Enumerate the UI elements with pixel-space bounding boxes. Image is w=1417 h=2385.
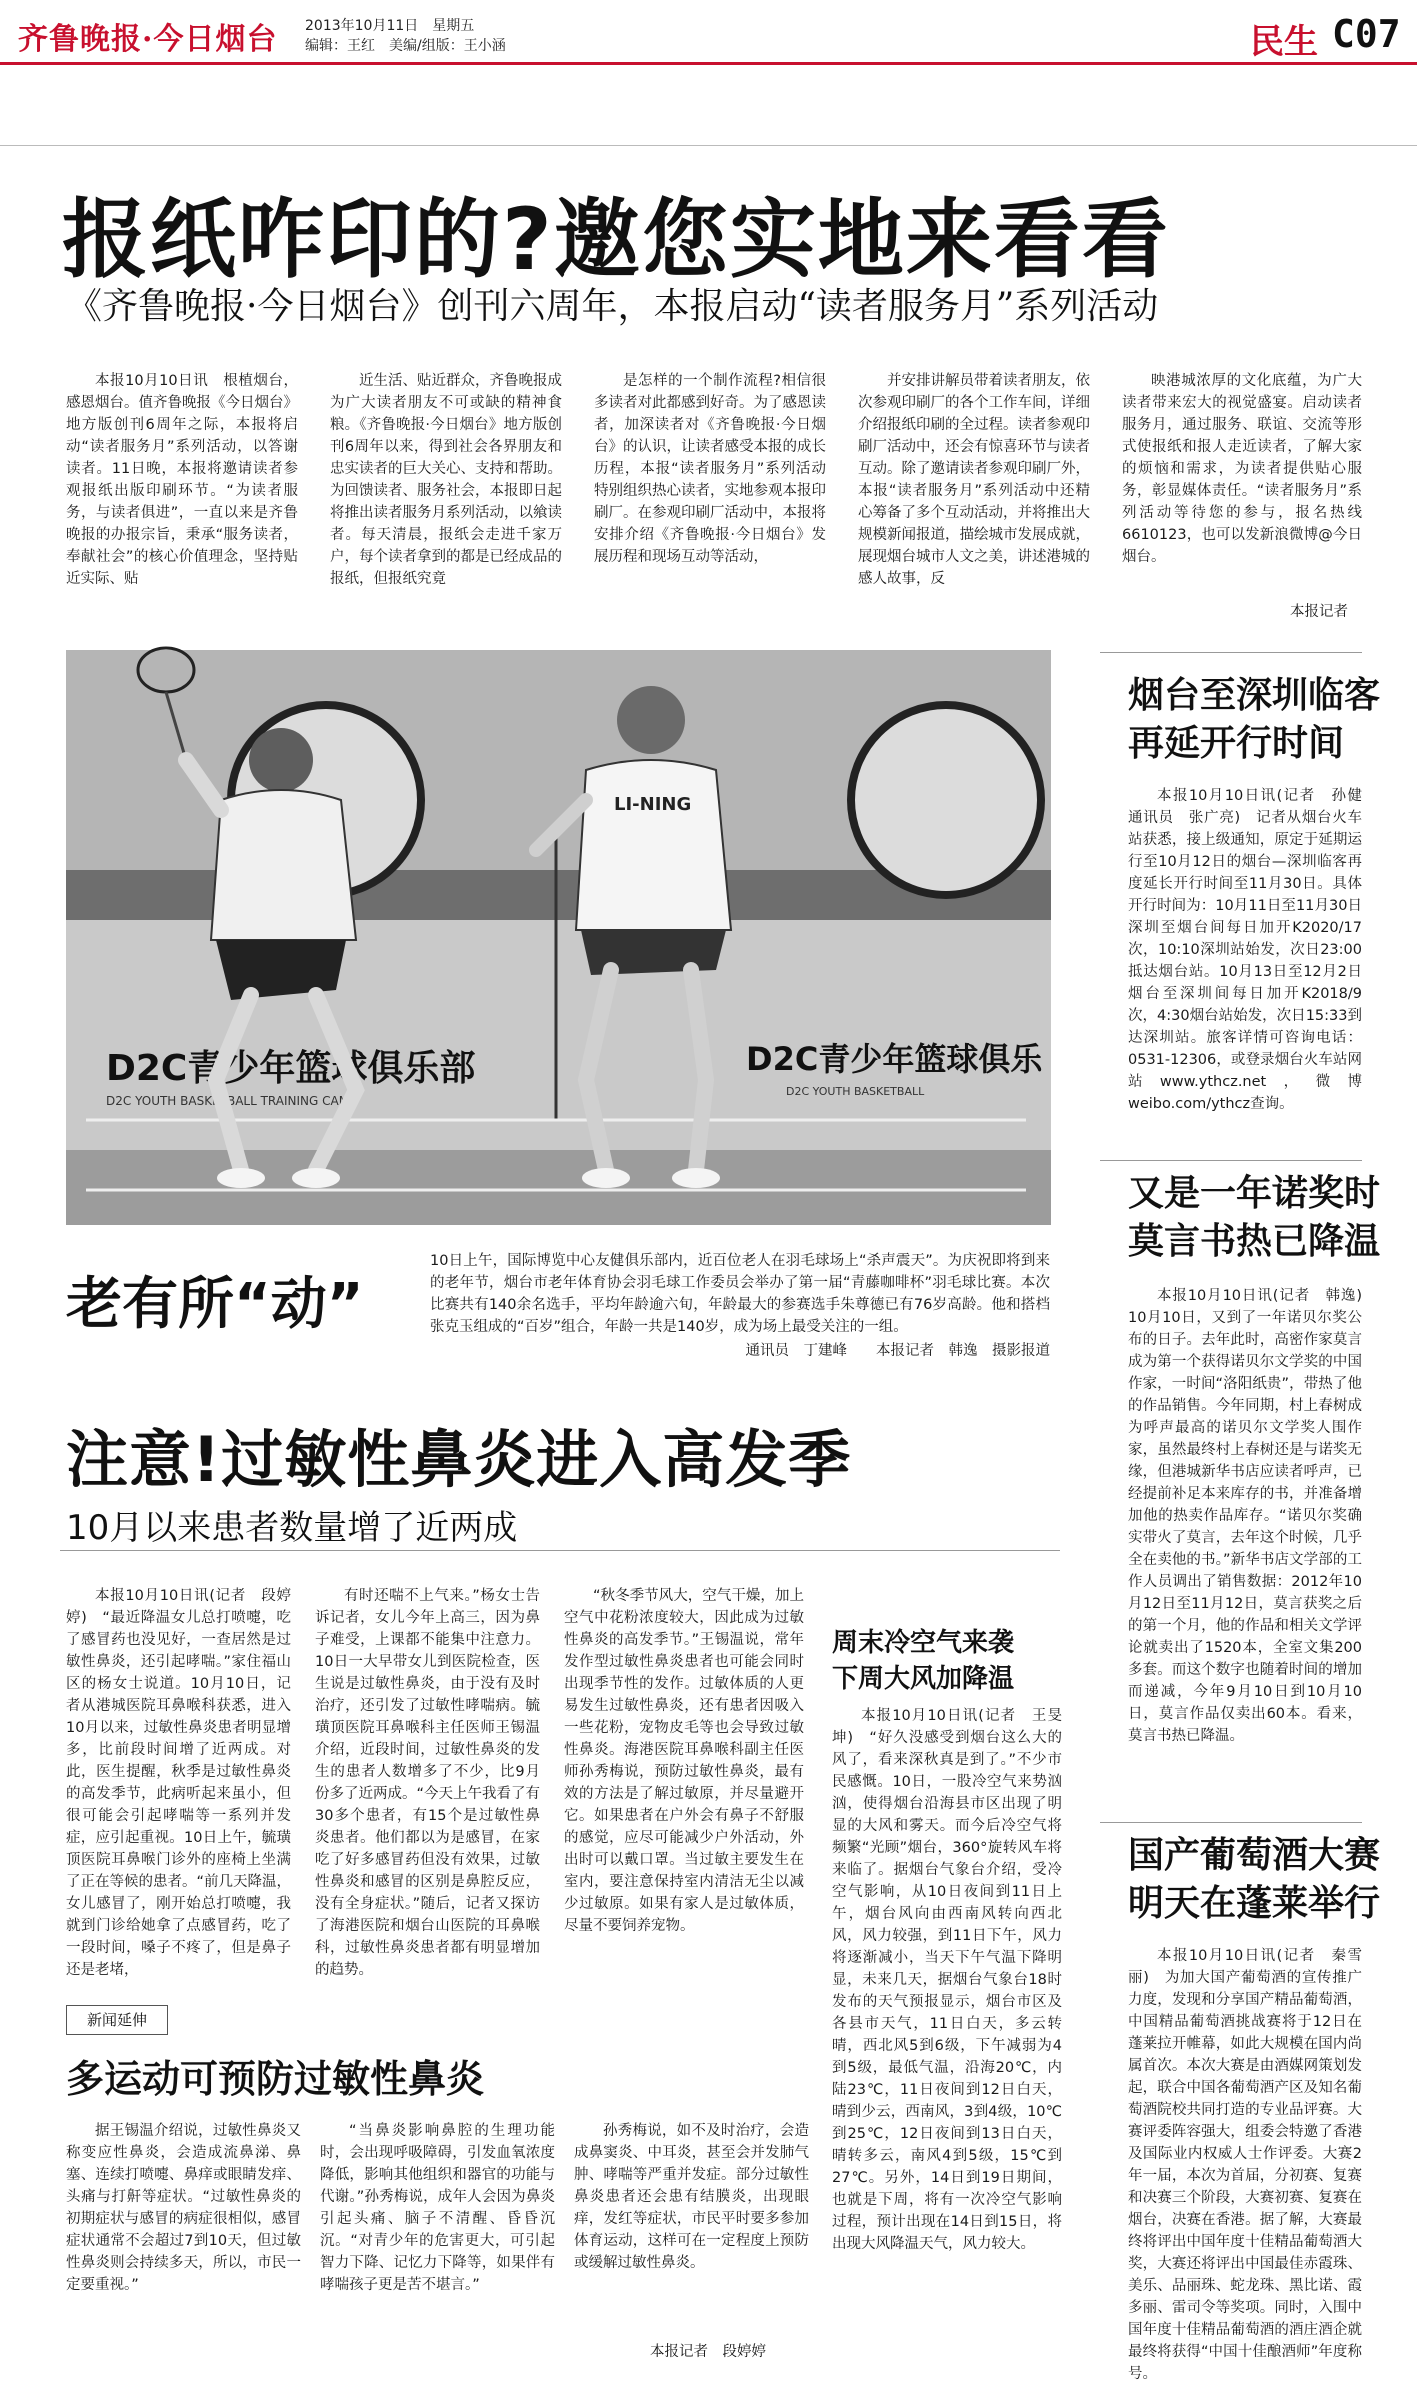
sidebar-item-2-title xyxy=(1128,1170,1380,1266)
banner-left-subtext: D2C YOUTH BASKETBALL TRAINING CAMP xyxy=(106,1094,357,1108)
lead-paragraph: 近生活、贴近群众，齐鲁晚报成为广大读者朋友不可或缺的精神食粮。《齐鲁晚报·今日烟台》地方版创刊6周年以来，得到社会各界朋友和忠实读者的巨大关心、支持和帮助。为回馈读者、服务社会，本报即日起将推出读者服务月系列活动，以飨读者。每天清晨，报纸会走进千家万户，每个读者拿到的都是已经成品的报纸，但报纸究竟 xyxy=(330,373,562,587)
lead-paragraph: 并安排讲解员带着读者朋友，依次参观印刷厂的各个工作车间，详细介绍报纸印刷的全过程。读者参观印刷厂活动中，还会有惊喜环节与读者互动。除了邀请读者参观印刷厂外，本报“读者服务月”系列活动中还精心筹备了多个互动活动，并将推出大规模新闻报道，描绘城市发展成就，展现烟台城市人文之美，讲述港城的感人故事，反 xyxy=(858,373,1090,587)
lead-subhead: 《齐鲁晚报·今日烟台》创刊六周年，本报启动“读者服务月”系列活动 xyxy=(66,286,1159,327)
allergy-column-1 xyxy=(66,1585,291,1985)
masthead-brand xyxy=(18,14,277,58)
related-byline: 本报记者 段婷婷 xyxy=(650,2344,766,2360)
related-paragraph: 据王锡温介绍说，过敏性鼻炎又称变应性鼻炎，会造成流鼻涕、鼻塞、连续打喷嚏、鼻痒或眼睛发痒、头痛与打鼾等症状。“过敏性鼻炎的初期症状与感冒的病症很相似，感冒症状通常不会超过7到10天，但过敏性鼻炎则会持续多天，所以，市民一定要重视。” xyxy=(66,2123,301,2293)
section-divider xyxy=(60,1550,1060,1551)
banner-right-subtext: D2C YOUTH BASKETBALL xyxy=(786,1085,925,1098)
masthead-meta xyxy=(305,16,506,56)
photo-caption-text: 10日上午，国际博览中心友健俱乐部内，近百位老人在羽毛球场上“杀声震天”。为庆祝即将到来的老年节，烟台市老年体育协会羽毛球工作委员会举办了第一届“青藤咖啡杯”羽毛球比赛。本次比赛共有140余名选手，平均年龄逾六旬，年龄最大的参赛选手朱尊德已有76岁高龄。他和搭档张克玉组成的“百岁”组合，年龄一共是140岁，成为场上最受关注的一组。 xyxy=(430,1253,1050,1335)
brand-name: 齐鲁晚报 xyxy=(18,22,142,57)
weather-title: 周末冷空气来袭 下周大风加降温 xyxy=(832,1628,1041,1694)
brand-separator: · xyxy=(142,22,154,57)
lead-column-1 xyxy=(66,370,298,640)
photo-credit: 通讯员 丁建峰 本报记者 韩逸 摄影报道 xyxy=(745,1343,1050,1359)
photo-story-title: 老有所“动” xyxy=(66,1272,364,1337)
sidebar-item-2-title-line1: 又是一年诺奖时 xyxy=(1128,1173,1381,1214)
section-name: 民生 xyxy=(1250,22,1318,62)
masthead-rule xyxy=(0,62,1417,65)
related-paragraph: 孙秀梅说，如不及时治疗，会造成鼻窦炎、中耳炎，甚至会并发肺气肿、哮喘等严重并发症。部分过敏性鼻炎患者还会患有结膜炎，出现眼痒，发红等症状，市民平时要多参加体育运动，这样可在一定程度上预防或缓解过敏性鼻炎。 xyxy=(574,2123,809,2271)
page-number: C07 xyxy=(1332,12,1401,56)
sidebar-rule-3 xyxy=(1100,1822,1362,1823)
lead-byline: 本报记者 xyxy=(1290,604,1348,620)
lead-paragraph: 本报10月10日讯 根植烟台，感恩烟台。值齐鲁晚报《今日烟台》地方版创刊6周年之际，本报将启动“读者服务月”系列活动，以答谢读者。11日晚，本报将邀请读者参观报纸出版印刷环节。“为读者服务，与读者俱进”，一直以来是齐鲁晚报的办报宗旨，秉承“服务读者，奉献社会”的核心价值理念，坚持贴近实际、贴 xyxy=(66,373,298,587)
sidebar-item-1-text: 本报10月10日讯(记者 孙健 通讯员 张广亮) 记者从烟台火车站获悉，接上级通知，原定于延期运行至10月12日的烟台—深圳临客再度延长开行时间至11月30日。具体开行时间为：10月11日至11月30日深圳至烟台间每日加开K2020/17次，10:10深圳站始发，次日23:00抵达烟台站。10月13日至12月2日烟台至深圳间每日加开K2018/9次，4:30烟台站始发，次日15:33到达深圳站。旅客详情可咨询电话：0531-12306，或登录烟台火车站网站www.ythcz.net，微博weibo.com/ythcz查询。 xyxy=(1128,788,1377,1112)
sidebar-item-1-title xyxy=(1128,672,1380,768)
edition-name: 今日烟台 xyxy=(153,22,278,57)
lead-column-2 xyxy=(330,370,562,640)
allergy-subhead: 10月以来患者数量增了近两成 xyxy=(66,1508,518,1548)
banner-right-text: D2C青少年篮球俱乐 xyxy=(746,1040,1043,1078)
related-column-2 xyxy=(320,2120,555,2360)
sidebar-item-3-text: 本报10月10日讯(记者 秦雪丽) 为加大国产葡萄酒的宣传推广力度，发现和分享国产精品葡萄酒，中国精品葡萄酒挑战赛将于12日在蓬莱拉开帷幕，如此大规模在国内尚属首次。本次大赛是由酒媒网策划发起，联合中国各葡萄酒产区及知名葡萄酒院校共同打造的专业品评赛。大赛评委阵容强大，组委会特邀了香港及国际业内权威人士作评委。大赛2年一届，本次为首届，分初赛、复赛和决赛三个阶段，大赛初赛、复赛在烟台，决赛在香港。据了解，大赛最终将评出中国年度十佳精品葡萄酒大奖，大赛还将评出中国最佳赤霞珠、美乐、品丽珠、蛇龙珠、黑比诺、霞多丽、雷司令等奖项。同时，入围中国年度十佳精品葡萄酒的酒庄酒企就最终将获得“中国十佳酿酒师”年度称号。 xyxy=(1128,1948,1362,2382)
staff-credits: 编辑：王红 美编/组版：王小涵 xyxy=(305,38,506,54)
allergy-paragraph: “秋冬季节风大，空气干燥，加上空气中花粉浓度较大，因此成为过敏性鼻炎的高发季节。”王锡温说，常年发作型过敏性鼻炎患者也可能会同时出现季节性的发作。过敏体质的人更易发生过敏性鼻炎，还有患者因吸入一些花粉，宠物皮毛等也会导致过敏性鼻炎。海港医院耳鼻喉科副主任医师孙秀梅说，预防过敏性鼻炎，最有效的方法是了解过敏原，并尽量避开它。如果患者在户外会有鼻子不舒服的感觉，应尽可能减少户外活动，外出时可以戴口罩。当过敏主要发生在室内，要注意保持室内清洁无尘以减少过敏原。如果有家人是过敏体质，尽量不要饲养宠物。 xyxy=(564,1588,804,1934)
related-title: 多运动可预防过敏性鼻炎 xyxy=(66,2057,485,2101)
banner-left-text: D2C青少年篮球俱乐部 xyxy=(106,1048,476,1089)
sidebar-rule-2 xyxy=(1100,1160,1362,1161)
badminton-photo xyxy=(66,650,1051,1225)
badminton-photo-art xyxy=(66,650,1051,1225)
allergy-column-3 xyxy=(564,1585,804,1985)
related-paragraph: “当鼻炎影响鼻腔的生理功能时，会出现呼吸障碍，引发血氧浓度降低，影响其他组织和器官的功能与代谢。”孙秀梅说，成年人会因为鼻炎引起头痛、脑子不清醒、昏昏沉沉。“对青少年的危害更大，可引起智力下降、记忆力下降等，如果伴有哮喘孩子更是苦不堪言。” xyxy=(320,2123,555,2293)
lead-column-4 xyxy=(858,370,1090,640)
lead-paragraph: 是怎样的一个制作流程?相信很多读者对此都感到好奇。为了感恩读者，加深读者对《齐鲁晚报·今日烟台》的认识，让读者感受本报的成长历程，本报“读者服务月”系列活动特别组织热心读者，实地参观本报印刷厂。在参观印刷厂活动中，本报将安排介绍《齐鲁晚报·今日烟台》发展历程和现场互动等活动， xyxy=(594,373,826,565)
allergy-paragraph: 本报10月10日讯(记者 段婷婷) “最近降温女儿总打喷嚏，吃了感冒药也没见好，一查居然是过敏性鼻炎，还引起哮喘。”家住福山区的杨女士说道。10月10日，记者从港城医院耳鼻喉科获悉，进入10月以来，过敏性鼻炎患者明显增多，比前段时间增了近两成。对此，医生提醒，秋季是过敏性鼻炎的高发季节，此病听起来虽小，但很可能会引起哮喘等一系列并发症，应引起重视。10日上午，毓璜顶医院耳鼻喉门诊外的座椅上坐满了正在等候的患者。“前几天降温，女儿感冒了，刚开始总打喷嚏，我就到门诊给她拿了点感冒药，吃了一段时间，嗓子不疼了，但是鼻子还是老堵， xyxy=(66,1588,292,1978)
lead-column-5 xyxy=(1122,370,1362,595)
allergy-column-2 xyxy=(315,1585,540,1985)
sidebar-item-2-title-line2: 莫言书热已降温 xyxy=(1128,1221,1381,1262)
related-tag: 新闻延伸 xyxy=(66,2005,168,2035)
sidebar-item-2-body xyxy=(1128,1285,1377,1815)
weather-paragraph: 本报10月10日讯(记者 王旻坤) “好久没感受到烟台这么大的风了，看来深秋真是到了。”不少市民感慨。10日，一股冷空气来势汹汹，使得烟台沿海县市区出现了明显的大风和雾天。而今后冷空气将频繁“光顾”烟台，360°旋转风车将来临了。据烟台气象台介绍，受冷空气影响，从10日夜间到11日上午，烟台风向由西南风转向西北风，风力较强，到11日下午，风力将逐渐减小，当天下午气温下降明显，未来几天，据烟台气象台18时发布的天气预报显示，烟台市区及各县市天气，11日白天，多云转晴，西北风5到6级，下午减弱为4到5级，最低气温，沿海20℃，内陆23℃，11日夜间到12日白天，晴到少云，西南风，3到4级，10℃到25℃，12日夜间到13日白天，晴转多云，南风4到5级，15℃到27℃。另外，14日到19日期间，也就是下周，将有一次冷空气影响过程，预计出现在14日到15日，将出现大风降温天气，风力较大。 xyxy=(832,1708,1062,2252)
lead-column-3 xyxy=(594,370,826,640)
related-column-1 xyxy=(66,2120,301,2360)
sidebar-item-3-title-line2: 明天在蓬莱举行 xyxy=(1128,1883,1381,1924)
sidebar-item-1-title-line1: 烟台至深圳临客 xyxy=(1128,675,1381,716)
sidebar-item-2-text: 本报10月10日讯(记者 韩逸) 10月10日，又到了一年诺贝尔奖公布的日子。去年此时，高密作家莫言成为第一个获得诺贝尔文学奖的中国作家，一时间“洛阳纸贵”，带热了他的作品销售。今年同期，村上春树成为呼声最高的诺贝尔文学奖人围作家，虽然最终村上春树还是与诺奖无缘，但港城新华书店应读者呼声，已经提前补足本来库存的书，并准备增加他的热卖作品库存。“诺贝尔奖确实带火了莫言，去年这个时候，几乎全在卖他的书。”新华书店文学部的工作人员调出了销售数据：2012年10月12日至11月12日，莫言获奖之后的第一个月，他的作品和相关文学评论就卖出了1520本，全室文集200多套。而这个数字也随着时间的增加而递减，今年9月10日到10月10日，莫言作品仅卖出60本。看来，莫言书热已降温。 xyxy=(1128,1288,1377,1744)
sidebar-item-1-title-line2: 再延开行时间 xyxy=(1128,723,1345,764)
related-column-3 xyxy=(574,2120,809,2336)
shirt-brand: LI-NING xyxy=(614,794,692,815)
sidebar-item-3-body xyxy=(1128,1945,1362,2382)
lead-headline: 报纸咋印的?邀您实地来看看 xyxy=(62,190,1170,290)
sidebar-item-1-body xyxy=(1128,785,1377,1151)
masthead-thin-rule xyxy=(0,145,1417,146)
sidebar-item-3-title-line1: 国产葡萄酒大赛 xyxy=(1128,1835,1381,1876)
allergy-headline: 注意!过敏性鼻炎进入高发季 xyxy=(66,1423,852,1496)
sidebar-rule-1 xyxy=(1100,652,1362,653)
issue-date: 2013年10月11日 星期五 xyxy=(305,18,475,34)
photo-caption xyxy=(430,1250,1050,1362)
lead-paragraph: 映港城浓厚的文化底蕴，为广大读者带来宏大的视觉盛宴。启动读者服务月，通过服务、联谊、交流等形式使报纸和报人走近读者，了解大家的烦恼和需求，为读者提供贴心服务，彰显媒体责任。“读者服务月”系列活动等待您的参与，报名热线6610123，也可以发新浪微博@今日烟台。 xyxy=(1122,373,1362,565)
weather-body xyxy=(832,1705,1062,2365)
allergy-paragraph: 有时还喘不上气来。”杨女士告诉记者，女儿今年上高三，因为鼻子难受，上课都不能集中注意力。10日一大早带女儿到医院检查，医生说是过敏性鼻炎，由于没有及时治疗，还引发了过敏性哮喘病。毓璜顶医院耳鼻喉科主任医师王锡温介绍，近段时间，过敏性鼻炎的发生的患者人数增多了不少，比9月份多了近两成。“今天上午我看了有30多个患者，有15个是过敏性鼻炎患者。他们都以为是感冒，在家吃了好多感冒药但没有效果，过敏性鼻炎和感冒的区别是鼻腔反应，没有全身症状。”随后，记者又探访了海港医院和烟台山医院的耳鼻喉科，过敏性鼻炎患者都有明显增加的趋势。 xyxy=(315,1588,541,1978)
sidebar-item-3-title xyxy=(1128,1832,1380,1928)
